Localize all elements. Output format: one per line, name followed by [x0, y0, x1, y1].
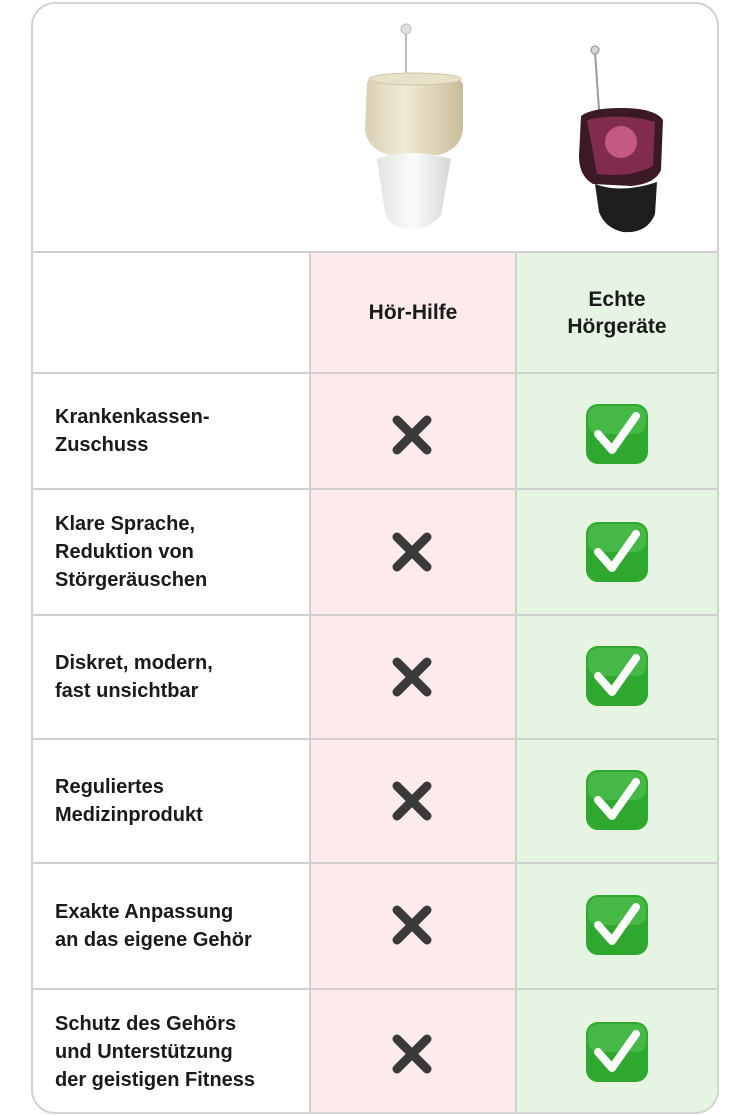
echte-hoergeraete-product-image	[571, 44, 671, 234]
row-label: Diskret, modern, fast unsichtbar	[55, 652, 213, 702]
row-label: Schutz des Gehörs und Unterstützung der geistigen Fitness	[55, 1013, 256, 1091]
cross-icon	[391, 780, 433, 822]
divider	[309, 252, 311, 1112]
check-icon	[584, 520, 650, 584]
check-icon	[584, 893, 650, 957]
table-row	[55, 864, 305, 988]
table-row	[55, 490, 305, 614]
column-header-label: Echte Hörgeräte	[567, 287, 667, 338]
check-icon	[584, 644, 650, 708]
hoer-hilfe-product-image	[359, 19, 469, 234]
divider	[515, 252, 517, 1112]
column-header-hoer-hilfe	[310, 253, 516, 372]
row-label: Klare Sprache, Reduktion von Störgeräuschen	[55, 513, 208, 591]
check-icon	[584, 402, 650, 466]
table-row	[55, 616, 305, 738]
column-header-echte-hoergeraete	[517, 253, 717, 372]
row-label: Exakte Anpassung an das eigene Gehör	[55, 901, 252, 951]
cross-icon	[391, 656, 433, 698]
table-row	[55, 990, 305, 1114]
comparison-table	[31, 2, 719, 1114]
table-row	[55, 374, 305, 488]
table-row	[55, 740, 305, 862]
row-label: Krankenkassen- Zuschuss	[55, 406, 210, 456]
cross-icon	[391, 531, 433, 573]
check-icon	[584, 768, 650, 832]
cross-icon	[391, 414, 433, 456]
cross-icon	[391, 1033, 433, 1075]
cross-icon	[391, 904, 433, 946]
check-icon	[584, 1020, 650, 1084]
column-header-label: Hör-Hilfe	[368, 301, 458, 324]
row-label: Reguliertes Medizinprodukt	[55, 776, 203, 826]
